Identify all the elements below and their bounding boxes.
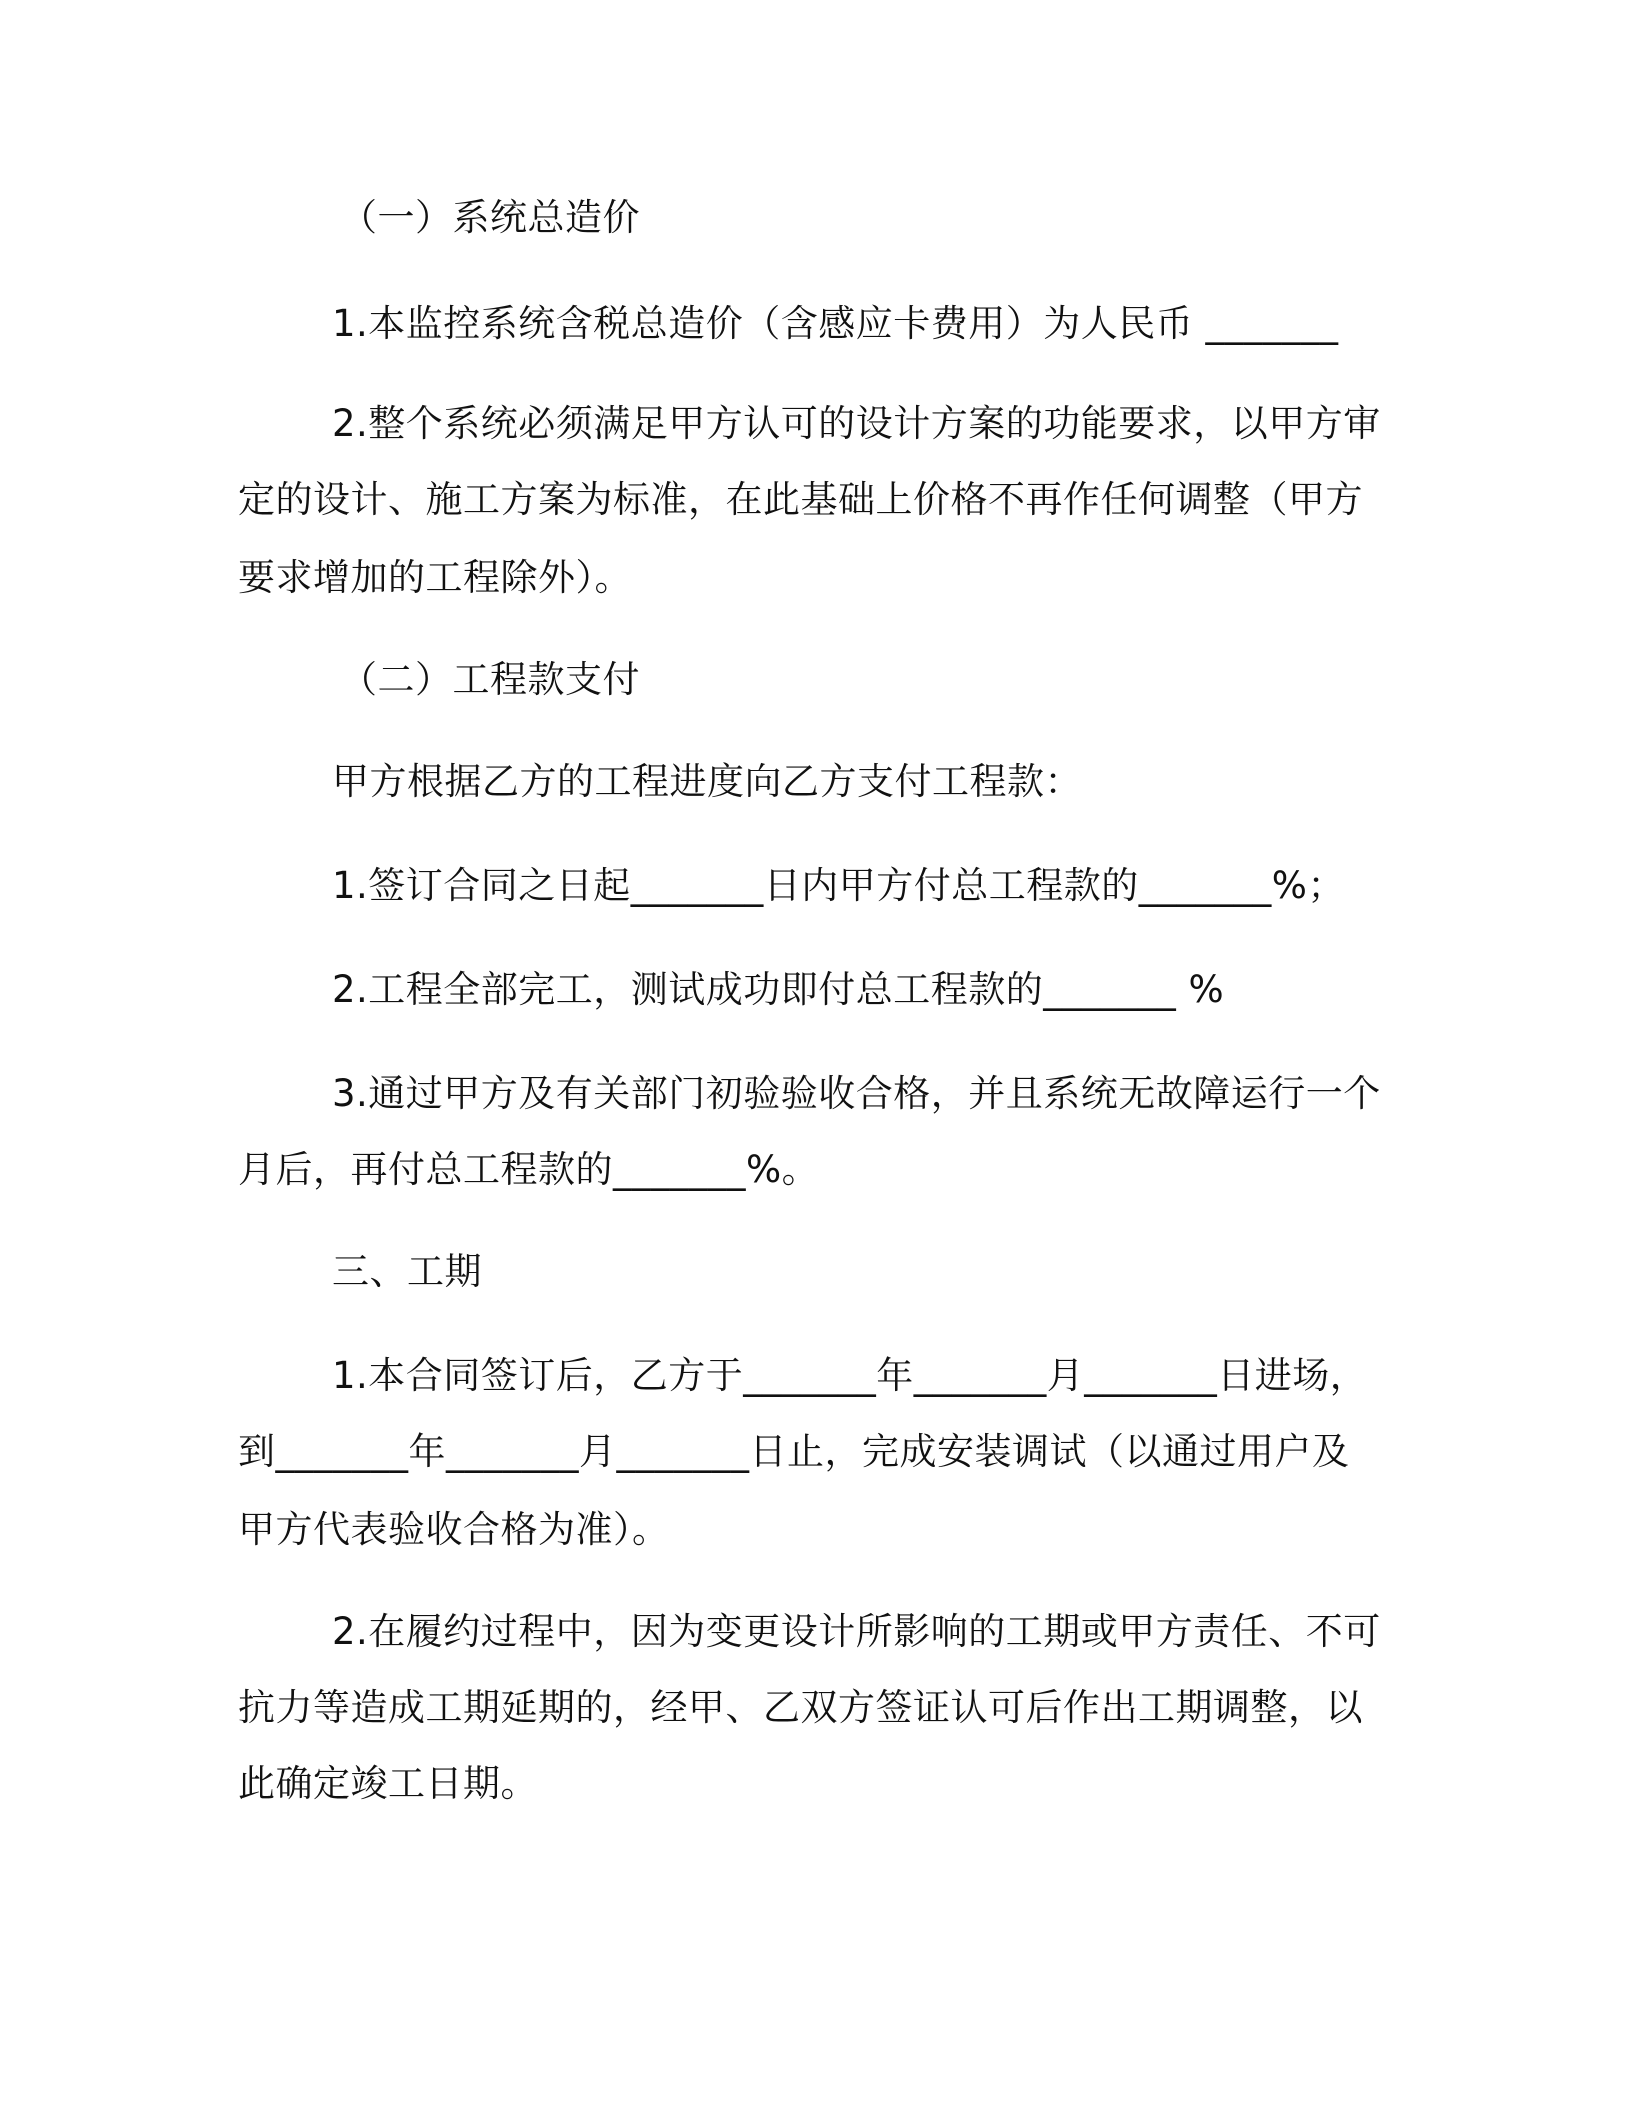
paragraph-payment-1: 1.签订合同之日起_______日内甲方付总工程款的_______%； [332,864,1345,907]
paragraph-payment-3-line-1: 3.通过甲方及有关部门初验验收合格，并且系统无故障运行一个 [332,1072,1381,1115]
section-heading-payment: （二）工程款支付 [340,658,640,701]
paragraph-payment-2: 2.工程全部完工，测试成功即付总工程款的_______ % [332,968,1225,1011]
paragraph-schedule-1-line-1: 1.本合同签订后，乙方于_______年_______月_______日进场， [332,1354,1368,1397]
paragraph-total-price: 1.本监控系统含税总造价（含感应卡费用）为人民币 _______ [332,302,1339,345]
paragraph-payment-intro: 甲方根据乙方的工程进度向乙方支付工程款： [332,760,1082,803]
paragraph-schedule-2-line-1: 2.在履约过程中，因为变更设计所影响的工期或甲方责任、不可 [332,1610,1381,1653]
section-heading-total-cost: （一）系统总造价 [340,196,640,239]
paragraph-schedule-2-line-3: 此确定竣工日期。 [238,1762,538,1805]
paragraph-schedule-1-line-3: 甲方代表验收合格为准）。 [238,1508,670,1551]
paragraph-schedule-1-line-2: 到_______年_______月_______日止，完成安装调试（以通过用户及 [238,1430,1350,1473]
paragraph-requirements-line-1: 2.整个系统必须满足甲方认可的设计方案的功能要求，以甲方审 [332,402,1381,445]
paragraph-requirements-line-3: 要求增加的工程除外）。 [238,556,632,599]
paragraph-requirements-line-2: 定的设计、施工方案为标准，在此基础上价格不再作任何调整（甲方 [238,478,1363,521]
paragraph-payment-3-line-2: 月后，再付总工程款的_______%。 [238,1148,820,1191]
section-heading-schedule: 三、工期 [332,1250,482,1293]
paragraph-schedule-2-line-2: 抗力等造成工期延期的，经甲、乙双方签证认可后作出工期调整，以 [238,1686,1363,1729]
